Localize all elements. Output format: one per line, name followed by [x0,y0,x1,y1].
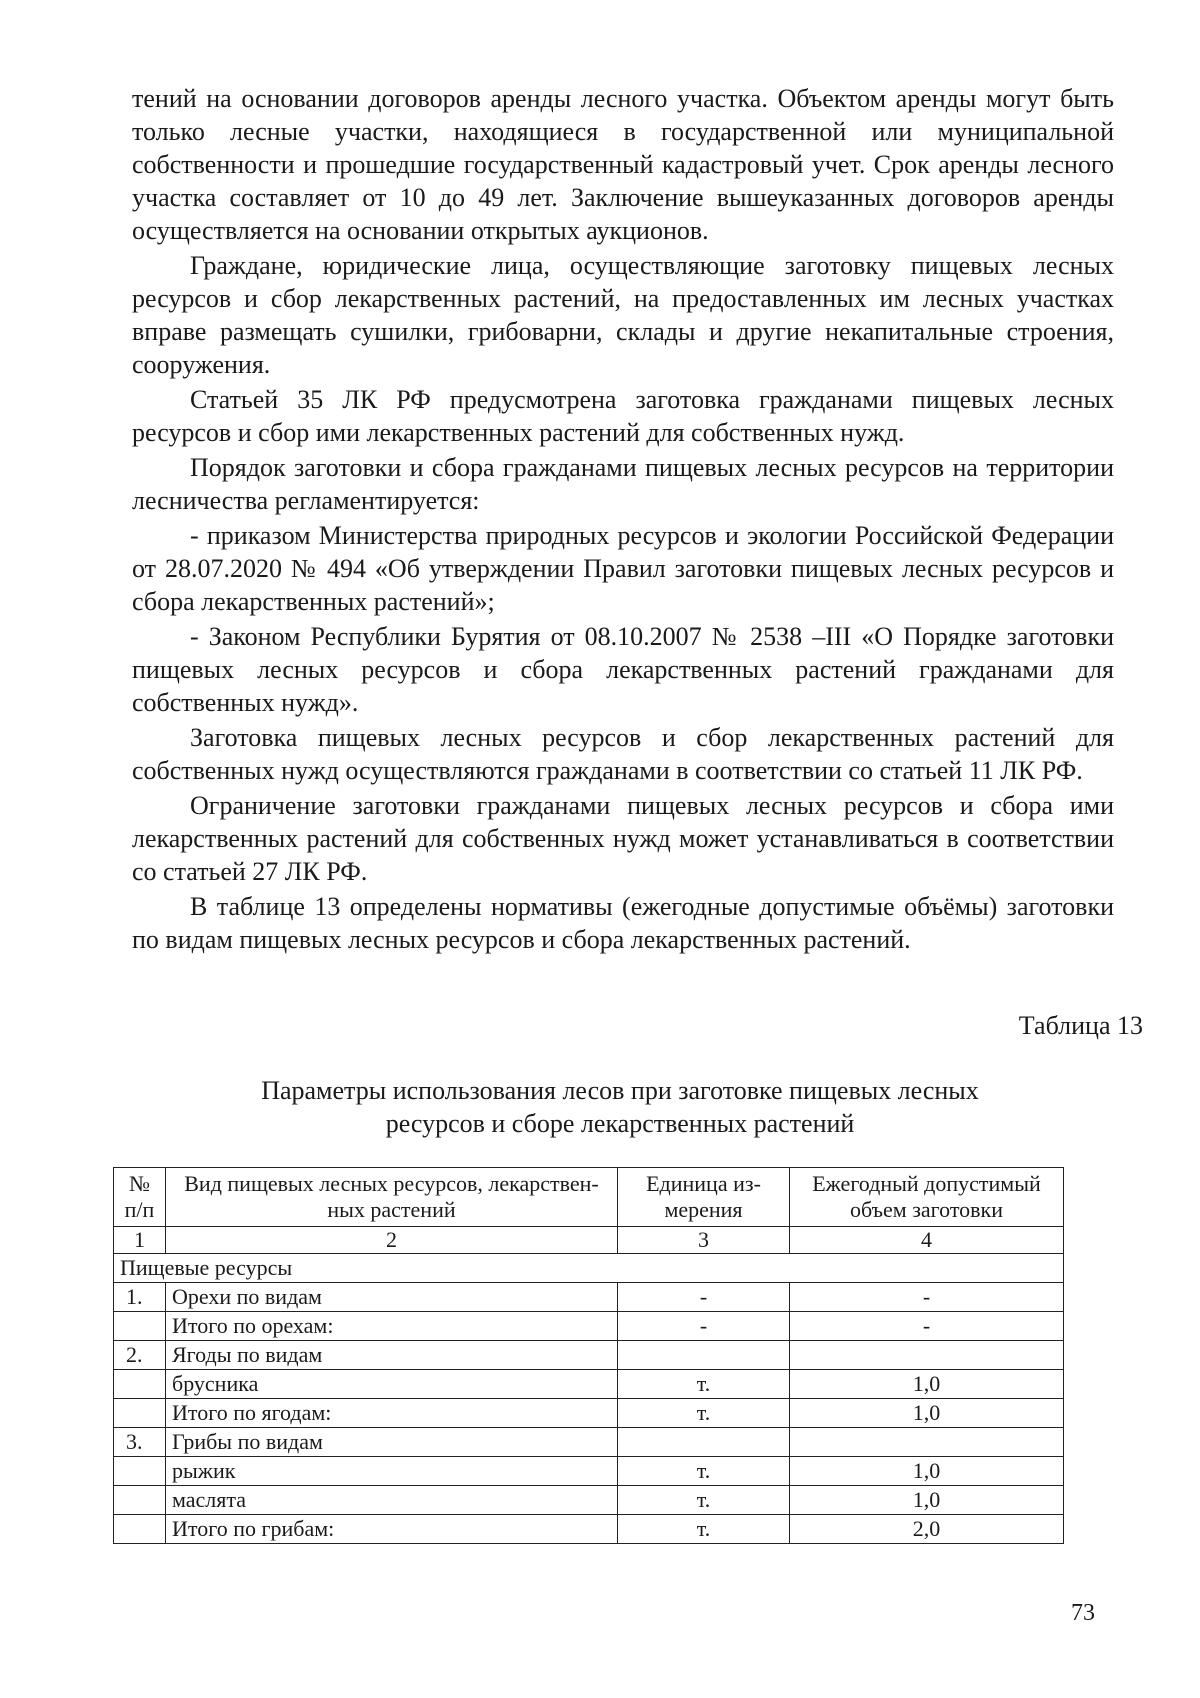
row-volume: 1,0 [790,1370,1064,1399]
index-cell: 4 [790,1227,1064,1254]
table-row [114,1457,1064,1486]
row-number: 1. [114,1283,166,1312]
table-row [114,1515,1064,1544]
norms-table [113,1167,1064,1544]
row-number: 3. [114,1428,166,1457]
index-cell: 2 [166,1227,618,1254]
row-number [114,1370,166,1399]
paragraph-1: тений на основании договоров аренды лесного участка. Объектом аренды могут быть только лесные участки, находящиеся в государственной или муниципальной собственности и прошедшие государственный кадастровый учет. Срок аренды лесного участка составляет от 10 до 49 лет. Заключение вышеуказанных договоров аренды осуществляется на основании открытых аукционов. [132,84,1114,245]
table-row [114,1486,1064,1515]
row-volume: 1,0 [790,1399,1064,1428]
table-row [114,1399,1064,1428]
paragraph-4: Порядок заготовки и сбора гражданами пищевых лесных ресурсов на территории лесничества регламентируется: [132,453,1114,515]
row-number [114,1486,166,1515]
header-resource-type: Вид пищевых лесных ресурсов, лекарственных растений [166,1168,618,1227]
table-row [114,1428,1064,1457]
row-unit: т. [618,1515,790,1544]
row-resource: рыжик [166,1457,618,1486]
row-number: 2. [114,1341,166,1370]
body-text [132,82,1114,958]
row-unit [618,1341,790,1370]
row-volume: 1,0 [790,1457,1064,1486]
paragraph-5: - приказом Министерства природных ресурсов и экологии Российской Федерации от 28.07.2020 № 494 «Об утверждении Правил заготовки пищевых лесных ресурсов и сбора лекарственных растений»; [132,521,1114,616]
table-section-row [114,1254,1064,1283]
paragraph-9: В таблице 13 определены нормативы (ежегодные допустимые объёмы) заготовки по видам пищевых лесных ресурсов и сбора лекарственных растений. [132,892,1114,954]
header-annual-volume: Ежегодный допустимый объем заготовки [790,1168,1064,1227]
row-resource: Ягоды по видам [166,1341,618,1370]
row-resource: Орехи по видам [166,1283,618,1312]
row-volume: 2,0 [790,1515,1064,1544]
row-volume [790,1428,1064,1457]
row-number [114,1312,166,1341]
header-unit: Единица измерения [618,1168,790,1227]
table-row [114,1341,1064,1370]
paragraph-8: Ограничение заготовки гражданами пищевых лесных ресурсов и сбора ими лекарственных растений для собственных нужд может устанавливаться в соответствии со статьей 27 ЛК РФ. [132,791,1114,886]
row-unit: - [618,1312,790,1341]
paragraph-2: Граждане, юридические лица, осуществляющие заготовку пищевых лесных ресурсов и сбор лекарственных растений, на предоставленных им лесных участках вправе размещать сушилки, грибоварни, склады и другие некапитальные строения, сооружения. [132,251,1114,379]
table-index-row [114,1227,1064,1254]
table-title: Параметры использования лесов при заготовке пищевых лесных ресурсов и сборе лекарственных растений [261,1076,979,1138]
table-row [114,1312,1064,1341]
row-unit: т. [618,1370,790,1399]
paragraph-7: Заготовка пищевых лесных ресурсов и сбор лекарственных растений для собственных нужд осуществляются гражданами в соответствии со статьей 11 ЛК РФ. [132,723,1114,785]
table-header-row [114,1168,1064,1227]
row-resource: Грибы по видам [166,1428,618,1457]
table-row [114,1283,1064,1312]
row-volume [790,1341,1064,1370]
row-volume: - [790,1312,1064,1341]
row-number [114,1399,166,1428]
row-unit: т. [618,1457,790,1486]
index-cell: 1 [114,1227,166,1254]
row-unit: т. [618,1399,790,1428]
paragraph-6: - Законом Республики Бурятия от 08.10.2007 № 2538 –III «О Порядке заготовки пищевых лесных ресурсов и сбора лекарственных растений гражданами для собственных нужд». [132,622,1114,717]
section-label: Пищевые ресурсы [114,1254,1064,1283]
page-number: 73 [1071,1600,1095,1626]
table-label: Таблица 13 [1018,1011,1143,1040]
index-cell: 3 [618,1227,790,1254]
paragraph-3: Статьей 35 ЛК РФ предусмотрена заготовка гражданами пищевых лесных ресурсов и сбор ими лекарственных растений для собственных нужд. [132,385,1114,447]
row-number [114,1457,166,1486]
row-volume: 1,0 [790,1486,1064,1515]
row-unit: - [618,1283,790,1312]
row-unit: т. [618,1486,790,1515]
row-resource: брусника [166,1370,618,1399]
row-resource: маслята [166,1486,618,1515]
row-resource: Итого по орехам: [166,1312,618,1341]
header-number: № п/п [114,1168,166,1227]
table-row [114,1370,1064,1399]
row-volume: - [790,1283,1064,1312]
row-resource: Итого по грибам: [166,1515,618,1544]
row-number [114,1515,166,1544]
row-resource: Итого по ягодам: [166,1399,618,1428]
row-unit [618,1428,790,1457]
